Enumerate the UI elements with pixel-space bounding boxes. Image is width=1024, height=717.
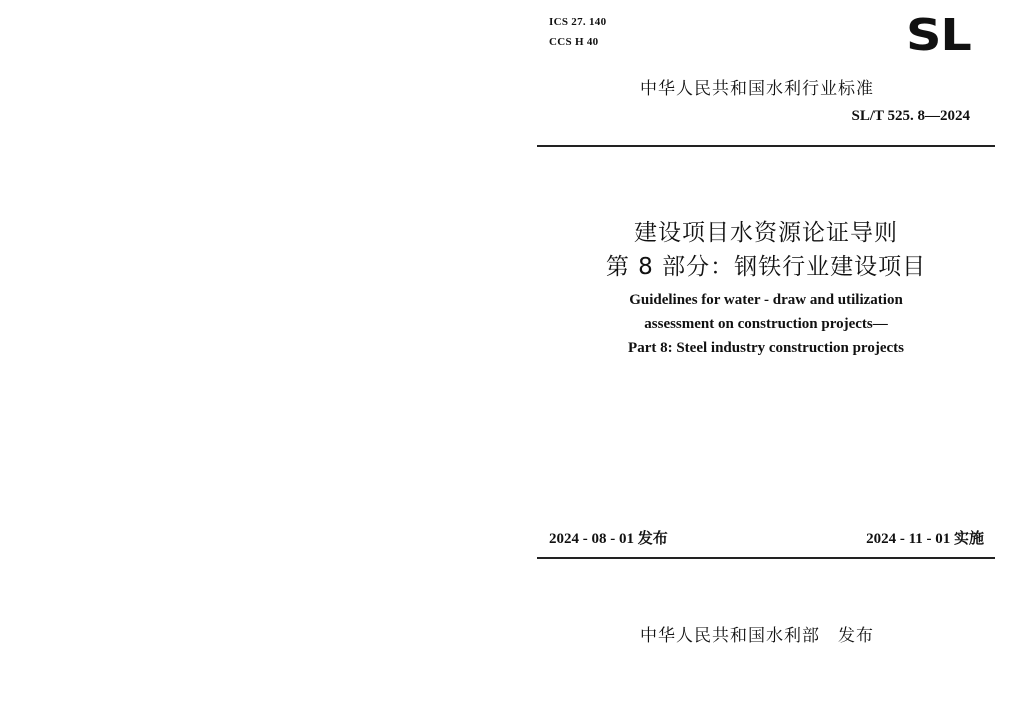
standard-category: 中华人民共和国水利行业标准 xyxy=(640,79,874,99)
sl-logo: SL xyxy=(906,10,971,61)
issue-date: 2024 - 08 - 01 发布 xyxy=(549,531,668,547)
bottom-divider xyxy=(537,557,995,559)
implementation-date: 2024 - 11 - 01 实施 xyxy=(866,531,984,547)
title-en-line2: assessment on construction projects— xyxy=(644,316,888,332)
top-divider xyxy=(537,145,995,147)
issuing-authority: 中华人民共和国水利部 发布 xyxy=(640,626,874,646)
ccs-code: CCS H 40 xyxy=(549,36,599,48)
ics-code: ICS 27. 140 xyxy=(549,16,607,28)
title-zh-line1: 建设项目水资源论证导则 xyxy=(634,220,898,246)
title-en-line1: Guidelines for water - draw and utilization xyxy=(629,292,903,308)
standard-number: SL/T 525. 8—2024 xyxy=(851,108,970,124)
title-zh-line2: 第 8 部分：钢铁行业建设项目 xyxy=(605,254,927,280)
title-en-line3: Part 8: Steel industry construction projects xyxy=(628,340,904,356)
